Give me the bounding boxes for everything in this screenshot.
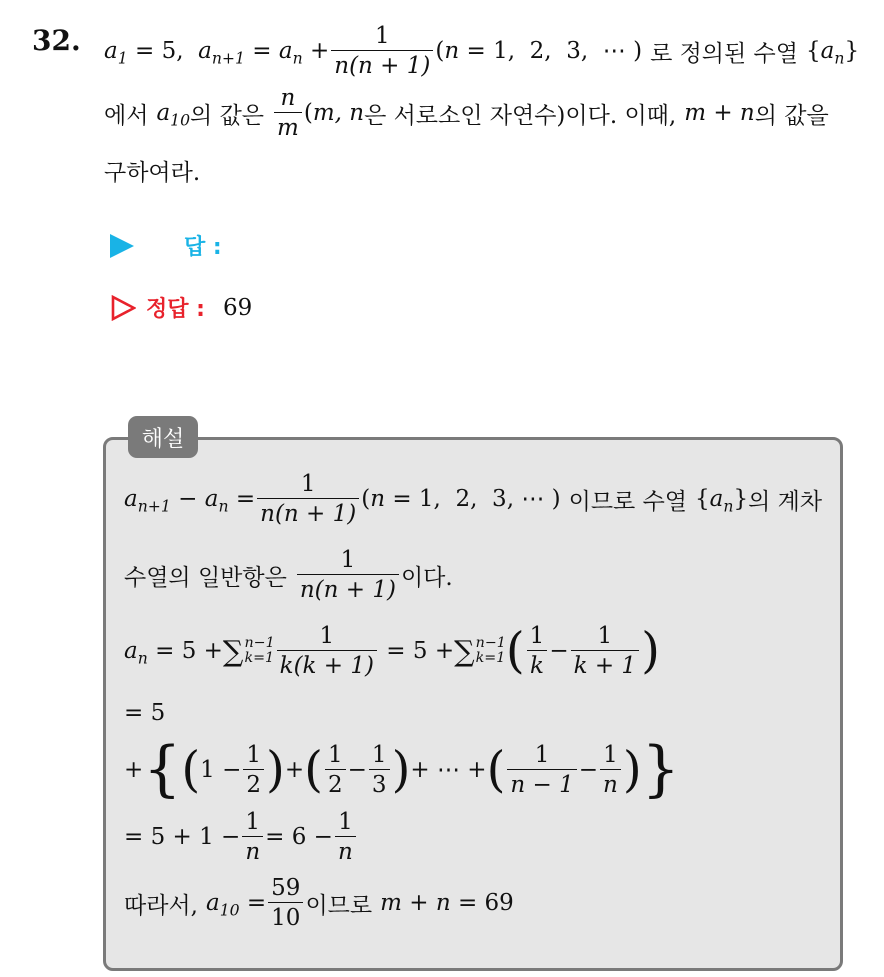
formula-fraction: $\frac{1}{k + 1}$	[571, 624, 639, 678]
problem-line-3	[104, 154, 200, 187]
problem-line-2	[104, 86, 829, 140]
formula-fraction: $\frac{1}{n}$	[335, 810, 356, 864]
sigma-symbol: ∑ n−1 k=1	[454, 634, 506, 669]
play-arrow-icon	[110, 234, 134, 258]
brace-close: }	[641, 734, 680, 804]
brace-open: {	[143, 734, 182, 804]
problem-text-3: 구하여라.	[104, 160, 201, 186]
solution-line-3: $a_n = 5$ + ∑ n−1 k=1 $\frac{1}{k(k + 1)}$ = 5 + ∑ n−1 k=1 ( $\frac{1}{k}$ − $\frac{1}{k + 1}$ )	[124, 622, 660, 680]
solution-line-7	[124, 876, 514, 930]
formula-seq: $\{a_n\}$	[806, 38, 860, 68]
solution-text-2b: 이다.	[400, 564, 453, 591]
formula-n-over-m: $\frac{n}{m}$	[274, 86, 302, 140]
problem-text-2b: 의 값은	[190, 102, 265, 129]
answer-row	[110, 230, 222, 261]
solution-text-2: 수열의 일반항은	[124, 564, 287, 591]
outline-arrow-icon	[110, 295, 136, 321]
paren-open: (	[505, 622, 525, 679]
formula-eq5: = 5	[124, 700, 166, 726]
formula-fraction: $\frac{1}{n - 1}$	[507, 743, 576, 797]
formula-fraction: $\frac{1}{n(n + 1)}$	[257, 472, 359, 526]
formula-m-plus-n: m + n	[684, 100, 755, 127]
solution-text-1: 이므로 수열	[568, 488, 688, 515]
solution-line-5: + { ( 1 − $\frac{1}{2}$ ) + ( $\frac{1}{2}$ − $\frac{1}{3}$ ) + ⋯ + ( $\frac{1}{n - 1}$ − $\frac{1}{n}$ ) }	[124, 734, 680, 804]
solution-line-4	[124, 700, 165, 726]
formula-fraction: $\frac{1}{2}$	[243, 743, 264, 797]
formula-seq: $\{a_n\}$	[695, 486, 749, 516]
formula-fraction: $\frac{1}{2}$	[325, 743, 346, 797]
solution-line-1	[124, 472, 822, 526]
formula-fraction: $\frac{1}{n}$	[242, 810, 263, 864]
correct-answer-label: 정답 :	[146, 297, 205, 322]
formula-range: (n = 1, 2, 3, ⋯ )	[435, 38, 643, 65]
solution-line-2	[124, 548, 453, 602]
problem-text-2c: 은 서로소인 자연수)이다. 이때,	[364, 102, 677, 129]
formula-an: $a_n = 5$ +	[124, 638, 223, 668]
problem-text-2a: 에서	[104, 102, 149, 129]
formula-final: m + n = 69	[380, 890, 514, 917]
formula-a10: $a_{10}$ =	[205, 890, 267, 920]
formula-mn: (m, n	[303, 100, 365, 127]
solution-text-7b: 이므로	[305, 892, 373, 919]
formula-fraction: $\frac{1}{n(n + 1)}$	[331, 24, 433, 78]
formula-a1: $a_1 = 5$, $a_{n+1} = a_n$ +	[104, 38, 330, 68]
correct-answer-row	[110, 292, 252, 323]
formula-fraction: $\frac{1}{n(n + 1)}$	[297, 548, 399, 602]
formula-59-over-10: $\frac{59}{10}$	[268, 876, 303, 930]
answer-label: 답 :	[184, 235, 222, 260]
formula-fraction: $\frac{1}{3}$	[369, 743, 390, 797]
problem-text-2d: 의 값을	[754, 102, 829, 129]
paren-close: )	[641, 622, 660, 679]
solution-text-7: 따라서,	[124, 892, 198, 919]
sigma-symbol: ∑ n−1 k=1	[222, 634, 275, 669]
correct-answer-value: 69	[222, 294, 253, 321]
formula-fraction: $\frac{1}{k}$	[527, 624, 548, 678]
equals: = 5 +	[379, 638, 455, 665]
formula-a10: $a_{10}$	[156, 100, 191, 130]
formula-range: (n = 1, 2, 3, ⋯ )	[361, 486, 561, 513]
problem-line-1	[104, 24, 859, 78]
problem-text-1: 로 정의된 수열	[650, 40, 798, 67]
formula-fraction: $\frac{1}{k(k + 1)}$	[277, 624, 377, 678]
formula-diff: $a_{n+1} - a_n$ =	[124, 486, 256, 516]
solution-text-1b: 의 계차	[748, 488, 823, 515]
solution-tag: 해설	[128, 416, 198, 458]
formula-fraction: $\frac{1}{n}$	[600, 743, 621, 797]
question-number: 32.	[32, 24, 81, 57]
solution-line-6: = 5 + 1 − $\frac{1}{n}$ = 6 − $\frac{1}{n}$	[124, 810, 358, 864]
